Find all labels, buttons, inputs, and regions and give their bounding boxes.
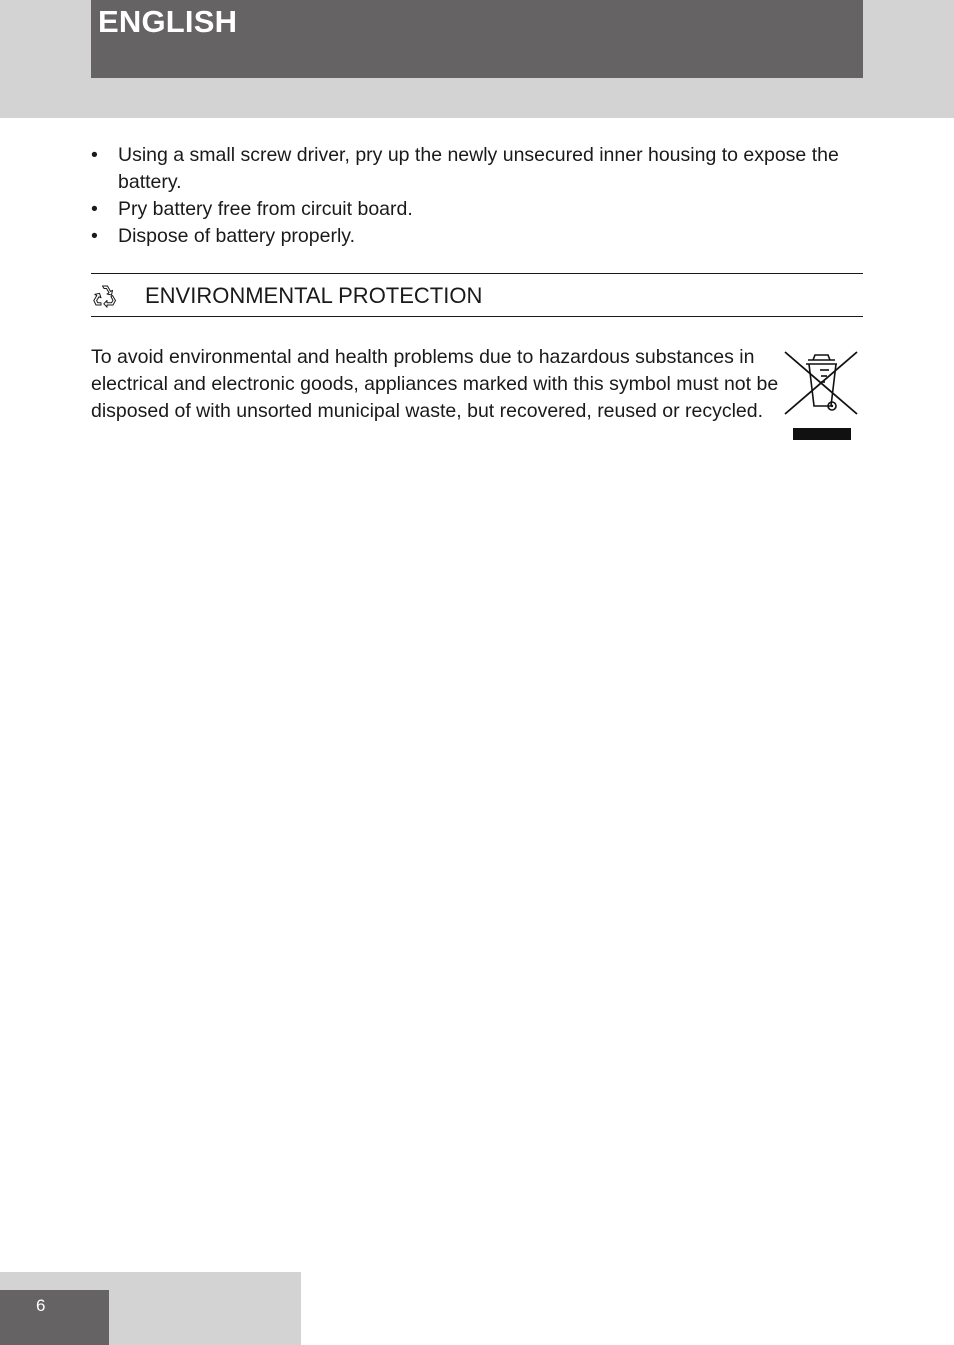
instruction-list — [91, 142, 863, 250]
list-item — [91, 142, 863, 196]
bullet-dot: • — [91, 198, 98, 220]
bullet-dot: • — [91, 144, 98, 166]
environmental-text: To avoid environmental and health problems due to hazardous substances in electrical and electronic goods, appliances marked with this symbol must not be disposed of with unsorted municipal waste, but recovered, reused or recycled. — [91, 346, 779, 422]
list-item — [91, 223, 863, 250]
section-title: ENVIRONMENTAL PROTECTION — [145, 283, 483, 308]
section-heading — [91, 273, 863, 317]
page-number: 6 — [36, 1296, 46, 1315]
page-number-box — [0, 1290, 109, 1345]
language-title: ENGLISH — [98, 4, 238, 39]
list-item-text: Dispose of battery properly. — [118, 225, 355, 247]
crossed-out-wheelie-bin-icon — [781, 348, 861, 442]
header-bar — [91, 0, 863, 78]
list-item — [91, 196, 863, 223]
list-item-text: Pry battery free from circuit board. — [118, 198, 413, 220]
list-item-text: Using a small screw driver, pry up the newly unsecured inner housing to expose the battery. — [118, 144, 839, 193]
bullet-dot: • — [91, 225, 98, 247]
recycle-icon — [92, 283, 118, 309]
